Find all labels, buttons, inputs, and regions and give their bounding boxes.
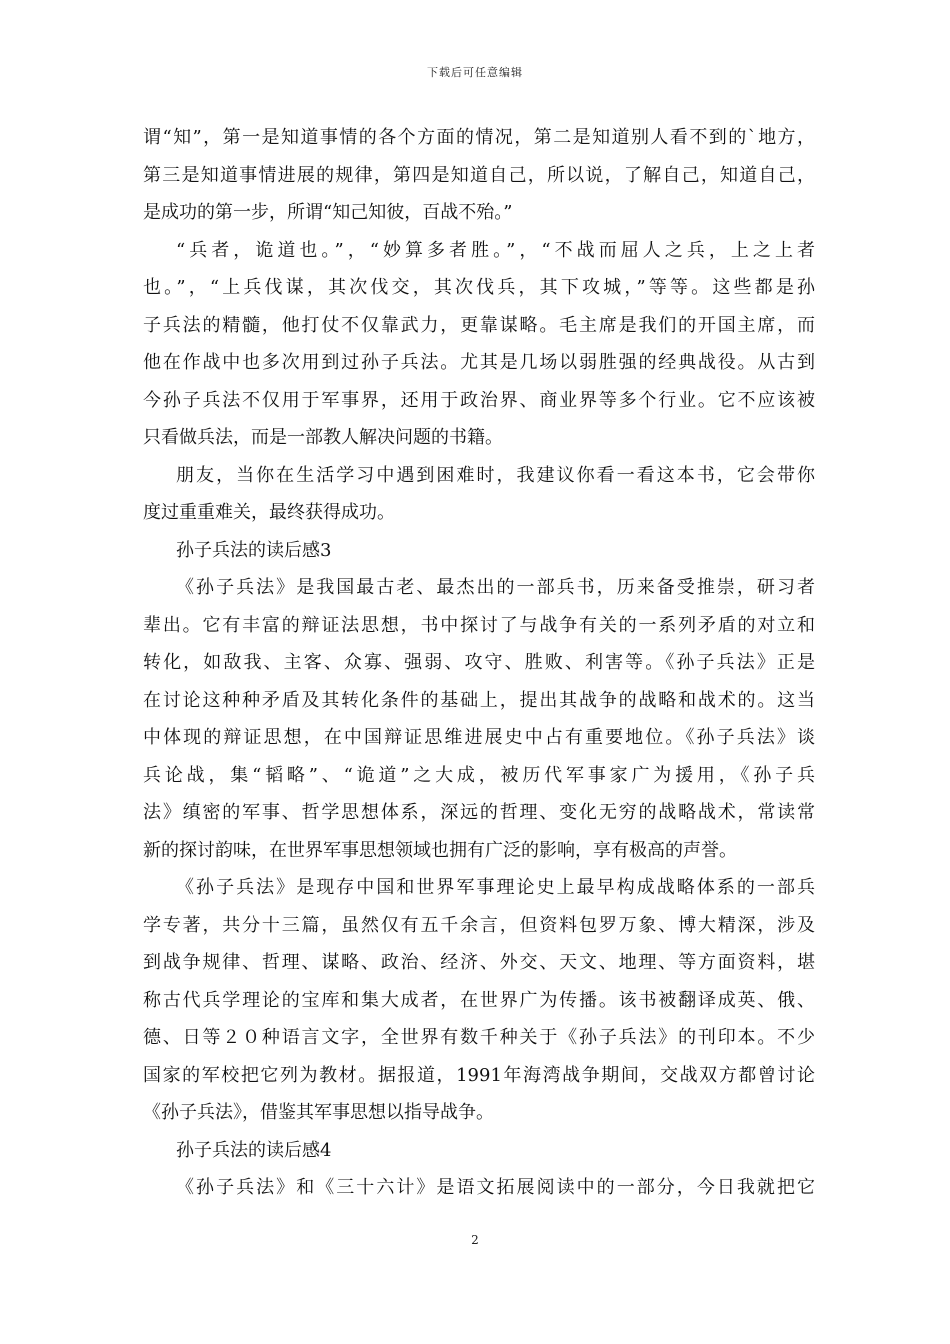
text-line: 辈出。它有丰富的辩证法思想，书中探讨了与战争有关的一系列矛盾的对立和 [143, 614, 815, 636]
text-line: 在讨论这种种矛盾及其转化条件的基础上，提出其战争的战略和战术的。这当 [143, 689, 815, 711]
text-line: 转化，如敌我、主客、众寡、强弱、攻守、胜败、利害等。《孙子兵法》正是 [143, 652, 815, 673]
text-line: 《孙子兵法》，借鉴其军事思想以指导战争。 [143, 1102, 494, 1123]
text-line: 称古代兵学理论的宝库和集大成者，在世界广为传播。该书被翻译成英、俄、 [143, 989, 815, 1011]
text-line: 度过重重难关，最终获得成功。 [143, 502, 395, 523]
text-line: 兵论战，集“韬略”、“诡道”之大成，被历代军事家广为援用，《孙子兵 [143, 764, 815, 786]
paragraph-start-line: “兵者，诡道也。”，“妙算多者胜。”，“不战而屈人之兵，上之上者 [176, 239, 815, 261]
text-line: 子兵法的精髓，他打仗不仅靠武力，更靠谋略。毛主席是我们的开国主席，而 [143, 314, 815, 336]
text-line: 学专著，共分十三篇，虽然仅有五千余言，但资料包罗万象、博大精深，涉及 [143, 914, 815, 936]
text-line: 国家的军校把它列为教材。据报道，1991年海湾战争期间，交战双方都曾讨论 [143, 1064, 815, 1086]
paragraph-start-line: 《孙子兵法》和《三十六计》是语文拓展阅读中的一部分，今日我就把它 [176, 1177, 815, 1198]
text-line: 到战争规律、哲理、谋略、政治、经济、外交、天文、地理、等方面资料，堪 [143, 952, 815, 973]
text-line: 法》缜密的军事、哲学思想体系，深远的哲理、变化无穷的战略战术，常读常 [143, 802, 815, 823]
page-number: 2 [471, 1233, 479, 1247]
text-line: 只看做兵法，而是一部教人解决问题的书籍。 [143, 427, 503, 448]
paragraph-start-line: 《孙子兵法》是我国最古老、最杰出的一部兵书，历来备受推崇，研习者 [176, 577, 815, 598]
paragraph-start-line: 《孙子兵法》是现存中国和世界军事理论史上最早构成战略体系的一部兵 [176, 877, 815, 898]
document-body [143, 119, 815, 1207]
section-heading: 孙子兵法的读后感3 [176, 539, 332, 561]
text-line: 谓“知”，第一是知道事情的各个方面的情况，第二是知道别人看不到的`地方， [143, 127, 815, 148]
text-line: 中体现的辩证思想，在中国辩证思维进展史中占有重要地位。《孙子兵法》谈 [143, 727, 815, 748]
text-line: 新的探讨韵味，在世界军事思想领域也拥有广泛的影响，享有极高的声誉。 [143, 839, 737, 861]
text-line: 今孙子兵法不仅用于军事界，还用于政治界、商业界等多个行业。它不应该被 [143, 389, 815, 411]
section-heading: 孙子兵法的读后感4 [176, 1139, 332, 1161]
text-line: 德、日等２０种语言文字，全世界有数千种关于《孙子兵法》的刊印本。不少 [143, 1027, 815, 1048]
paragraph-start-line: 朋友，当你在生活学习中遇到困难时，我建议你看一看这本书，它会带你 [176, 464, 815, 486]
text-line: 是成功的第一步，所谓“知己知彼，百战不殆。” [143, 202, 513, 223]
text-line: 他在作战中也多次用到过孙子兵法。尤其是几场以弱胜强的经典战役。从古到 [143, 352, 815, 373]
text-line: 也。”，“上兵伐谋，其次伐交，其次伐兵，其下攻城，”等等。这些都是孙 [143, 277, 815, 298]
page-header: 下载后可任意编辑 [427, 66, 523, 79]
text-line: 第三是知道事情进展的规律，第四是知道自己，所以说，了解自己，知道自己， [143, 164, 815, 186]
